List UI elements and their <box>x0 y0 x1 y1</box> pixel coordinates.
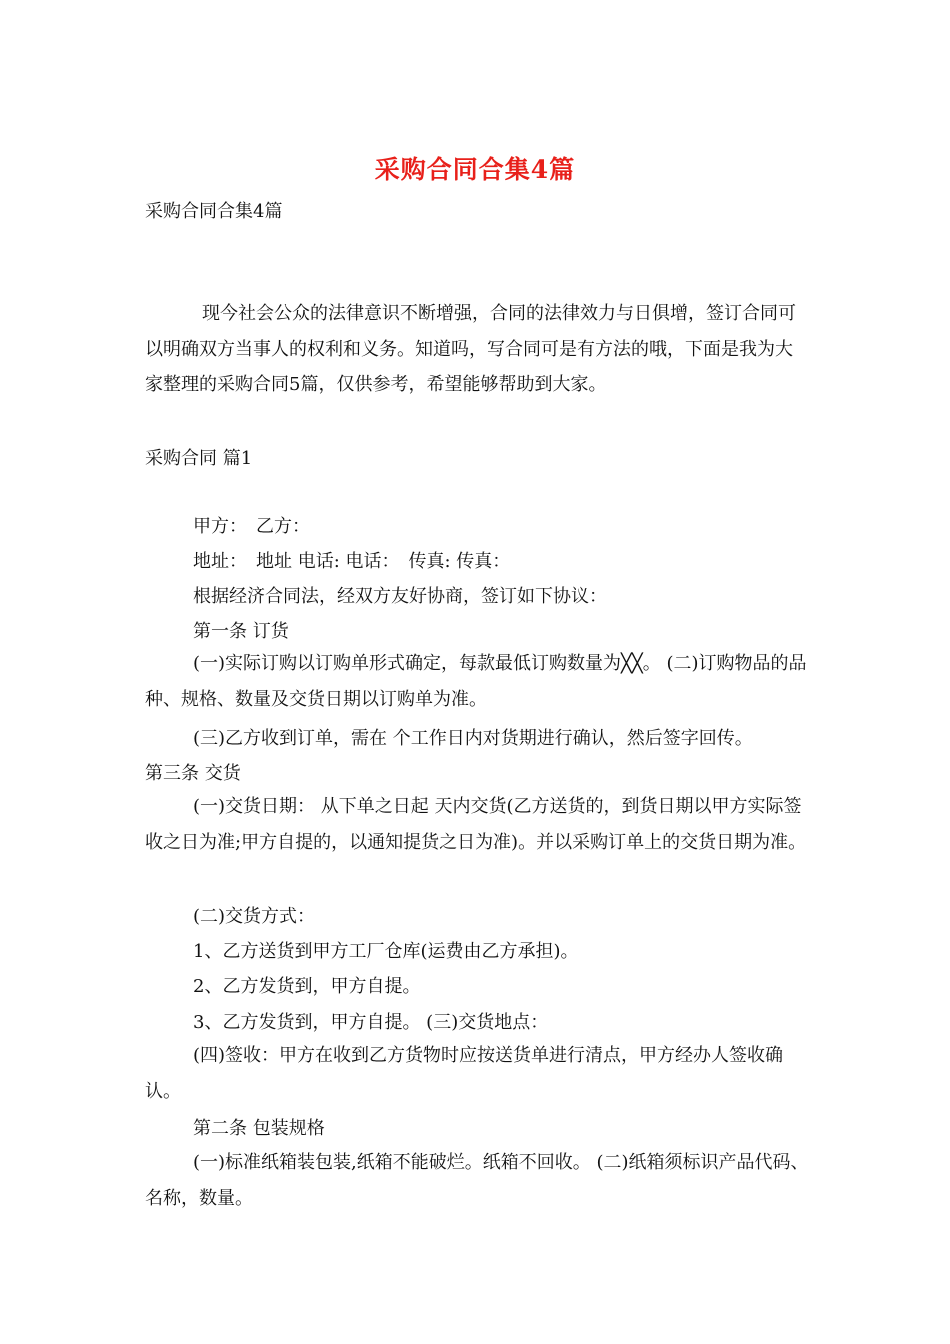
packaging-clause: (一)标准纸箱装包装,纸箱不能破烂。纸箱不回收。 (二)纸箱须标识产品代码、名称，数量。 <box>145 1152 809 1209</box>
section-heading: 采购合同 篇1 <box>145 448 253 469</box>
parties-line: 甲方： 乙方： <box>193 516 310 537</box>
document-subtitle: 采购合同合集4篇 <box>145 201 283 222</box>
delivery-date-clause: (一)交货日期： 从下单之日起 天内交货(乙方送货的，到货日期以甲方实际签收之日为准;甲方自提的，以通知提货之日为准)。并以采购订单上的交货日期为准。 <box>145 796 807 853</box>
sign-clause: (四)签收：甲方在收到乙方货物时应按送货单进行清点，甲方经办人签收确认。 <box>145 1045 784 1102</box>
article-1-heading: 第一条 订货 <box>193 621 289 642</box>
address-line: 地址： 地址 电话: 电话： 传真: 传真： <box>193 551 511 572</box>
delivery-method-3: 3、乙方发货到，甲方自提。 (三)交货地点： <box>193 1012 549 1033</box>
delivery-method-heading: (二)交货方式： <box>193 906 316 927</box>
order-clause-1-2: (一)实际订购以订购单形式确定，每款最低订购数量为╳╳。 (二)订购物品的品种、规格、数量及交货日期以订购单为准。 <box>145 653 807 710</box>
order-clause-3: (三)乙方收到订单，需在 个工作日内对货期进行确认，然后签字回传。 <box>193 728 753 749</box>
delivery-method-2: 2、乙方发货到，甲方自提。 <box>193 976 421 997</box>
document-title: 采购合同合集4篇 <box>374 155 576 184</box>
intro-paragraph: 现今社会公众的法律意识不断增强，合同的法律效力与日俱增，签订合同可以明确双方当事人的权利和义务。知道吗，写合同可是有方法的哦，下面是我为大家整理的采购合同5篇，仅供参考，希望能够帮助到大家。 <box>145 303 796 395</box>
delivery-method-1: 1、乙方送货到甲方工厂仓库(运费由乙方承担)。 <box>193 941 579 962</box>
basis-line: 根据经济合同法，经双方友好协商，签订如下协议： <box>193 586 607 607</box>
article-3-heading: 第三条 交货 <box>145 763 241 784</box>
article-2-heading: 第二条 包装规格 <box>193 1118 325 1139</box>
